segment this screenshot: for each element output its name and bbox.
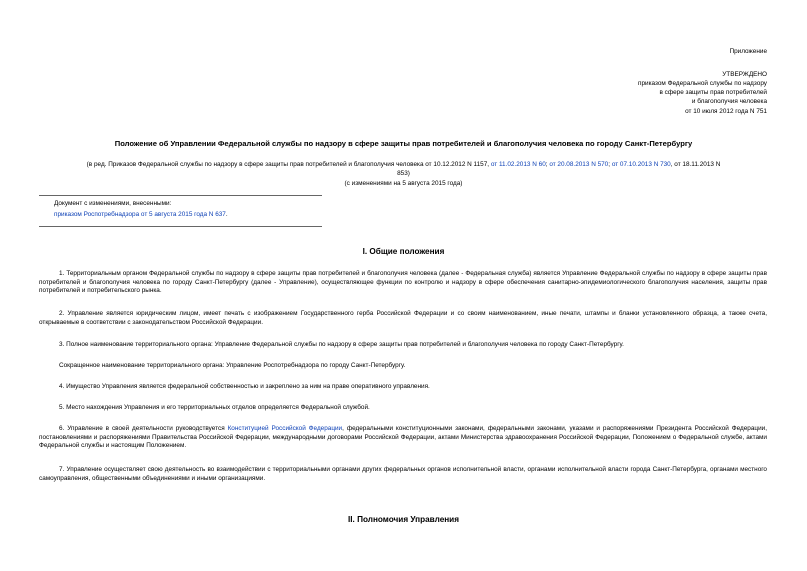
paragraph-5: 5. Место нахождения Управления и его территориальных отделов определяется Федеральной службой. — [59, 404, 370, 411]
paragraph-1: 1. Территориальным органом Федеральной службы по надзору в сфере защиты прав потребителей и благополучия человека (далее - Федеральная служба) является Управление Федеральной службы по надзору в сфере защиты прав потребителей и благополучия человека по городу Санкт-Петербургу (далее - Управление), осуществляющее функции по контролю и надзору в сфере обеспечения санитарно-эпидемиологического благополучия населения, защиты прав потребителей и потребительского рынка. — [39, 270, 767, 295]
editions-prefix: (в ред. Приказов Федеральной службы по надзору в сфере защиты прав потребителей и благополучия человека от 10.12.2012 N 1157, — [86, 161, 491, 168]
editions-sep: ; — [608, 161, 612, 168]
paragraph-3b: Сокращенное наименование территориального органа: Управление Роспотребнадзора по городу Санкт-Петербургу. — [59, 362, 406, 369]
paragraph-6-start: 6. Управление в своей деятельности руководствуется — [59, 425, 228, 432]
paragraph-7: 7. Управление осуществляет свою деятельность во взаимодействии с территориальными органами других федеральных органов исполнительной власти, органами исполнительной власти города Санкт-Петербурга, органами местного самоуправления, общественными объединениями и иными организациями. — [39, 466, 767, 482]
appendix-label: Приложение — [729, 48, 767, 55]
editions-sep: ; — [545, 161, 550, 168]
paragraph-6 — [39, 425, 767, 451]
section-1-heading: I. Общие положения — [362, 247, 445, 256]
edition-link-2[interactable]: от 20.08.2013 N 570 — [549, 161, 609, 168]
editions-line-3: (с изменениями на 5 августа 2015 года) — [344, 180, 463, 187]
changes-link-line — [54, 211, 228, 220]
editions-line-2: 853) — [397, 170, 410, 177]
paragraph-2: 2. Управление является юридическим лицом, имеет печать с изображением Государственного герба Российской Федерации и со своим наименованием, иные печати, штампы и бланки установленного образца, а также счета, открываемые в соответствии с законодательством Российской Федерации. — [39, 310, 767, 326]
paragraph-6-end: , федеральными конституционными законами, федеральными законами, указами и распоряжениями Президента Российской Федерации, постановлениями и распоряжениями Правительства Российской Федерации, международными договорами Российской Федерации, актами Министерства здравоохранения Российской Федерации, Положением о Федеральной службе, актами Федеральной службы и настоящим Положением. — [39, 425, 767, 450]
changes-bottom-rule — [39, 226, 322, 227]
editions-suffix: , от 18.11.2013 N — [670, 161, 721, 168]
changes-label: Документ с изменениями, внесенными: — [54, 200, 172, 207]
edition-link-3[interactable]: от 07.10.2013 N 730 — [611, 161, 671, 168]
approval-line-2: в сфере защиты прав потребителей — [659, 89, 767, 96]
changes-top-rule — [39, 195, 322, 196]
paragraph-4: 4. Имущество Управления является федеральной собственностью и закреплено за ним на праве оперативного управления. — [59, 383, 430, 390]
constitution-link[interactable]: Конституцией Российской Федерации — [227, 425, 343, 432]
paragraph-3: 3. Полное наименование территориального органа: Управление Федеральной службы по надзору в сфере защиты прав потребителей и благополучия человека по городу Санкт-Петербургу. — [59, 341, 624, 348]
approval-line-4: от 10 июля 2012 года N 751 — [685, 108, 767, 115]
document-title: Положение об Управлении Федеральной службы по надзору в сфере защиты прав потребителей и благополучия человека по городу Санкт-Петербургу — [114, 139, 693, 148]
approval-line-1: приказом Федеральной службы по надзору — [638, 80, 767, 87]
approved-label: УТВЕРЖДЕНО — [722, 71, 767, 78]
edition-link-1[interactable]: от 11.02.2013 N 60 — [490, 161, 546, 168]
section-2-heading: II. Полномочия Управления — [347, 515, 459, 524]
changes-dot: . — [225, 211, 228, 218]
approval-line-3: и благополучия человека — [691, 98, 767, 105]
changes-link[interactable]: приказом Роспотребнадзора от 5 августа 2015 года N 637 — [54, 211, 226, 218]
editions-line — [30, 161, 777, 170]
